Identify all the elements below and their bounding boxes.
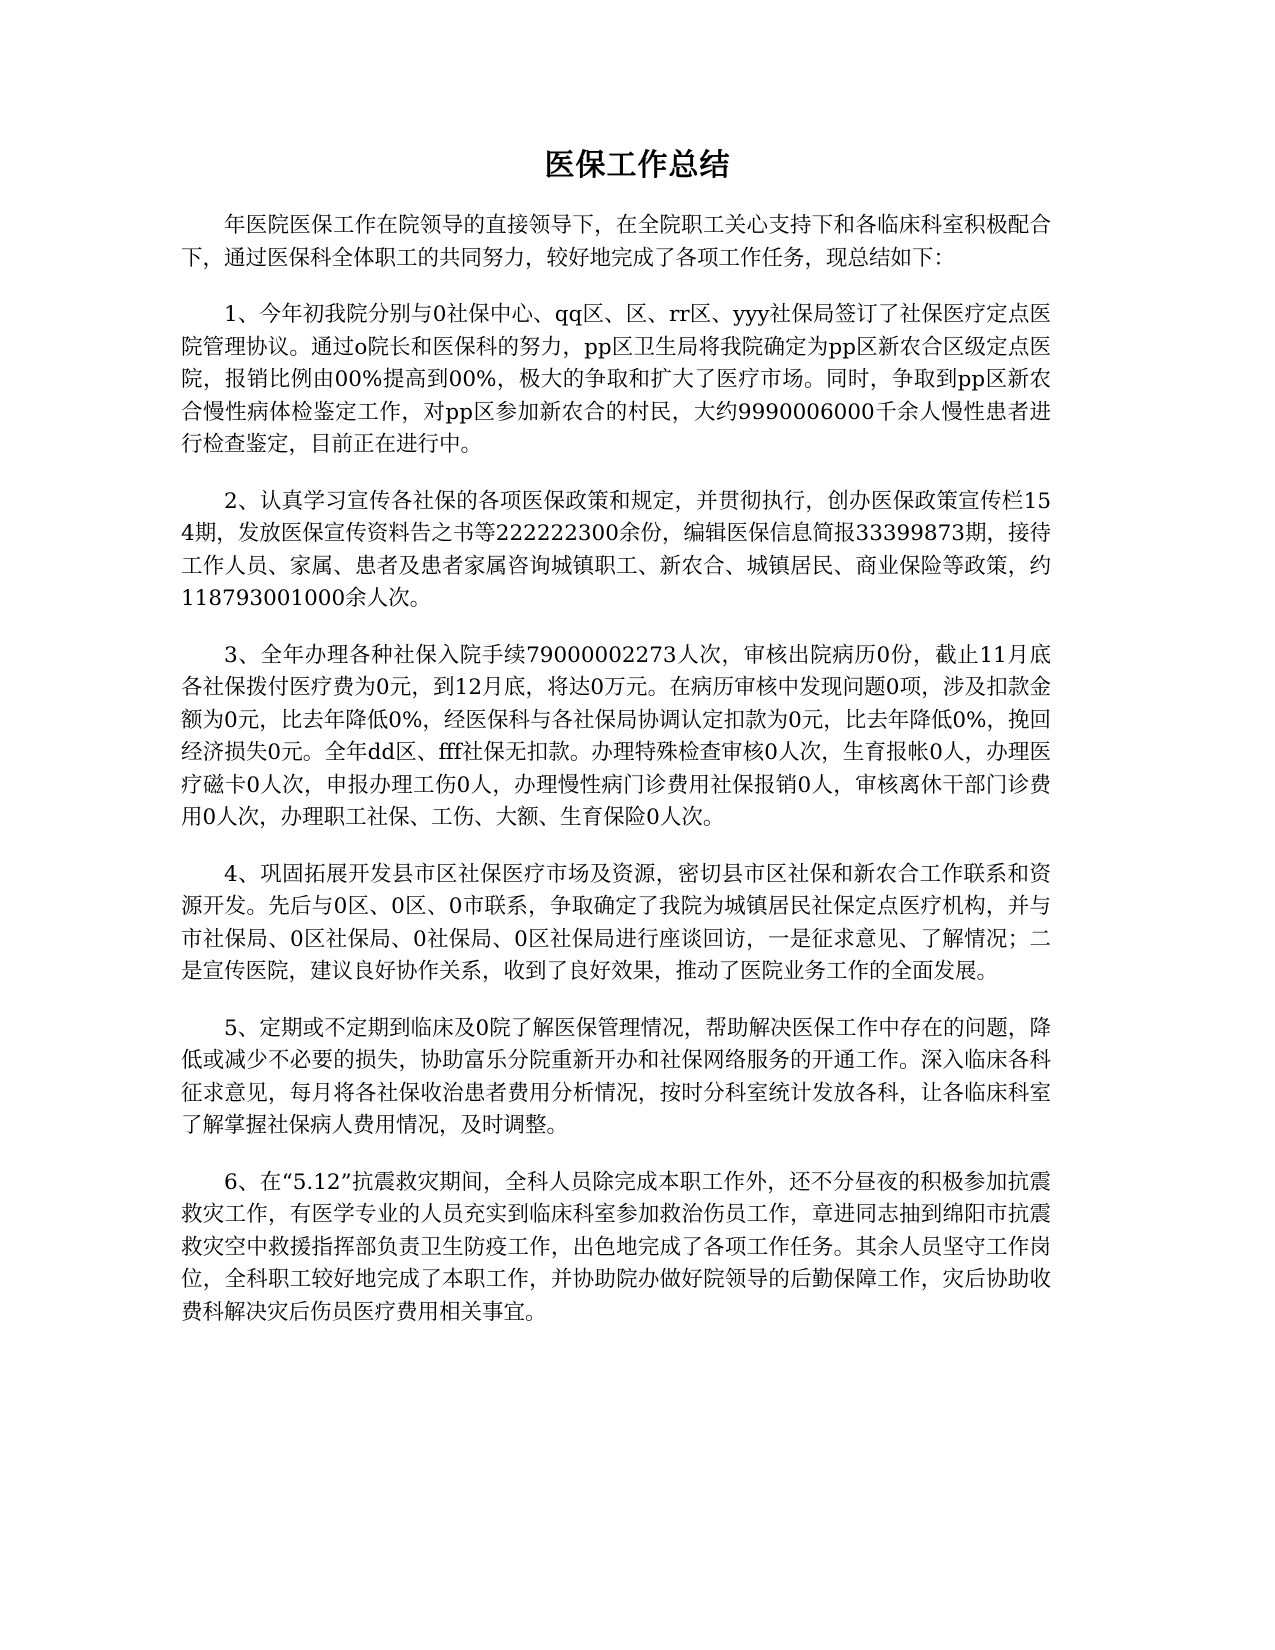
paragraph-item-1: 1、今年初我院分别与0社保中心、qq区、区、rr区、yyy社保局签订了社保医疗定点医院管理协议。通过o院长和医保科的努力，pp区卫生局将我院确定为pp区新农合区级定点医院，报销比例由00%提高到00%，极大的争取和扩大了医疗市场。同时，争取到pp区新农合慢性病体检鉴定工作，对pp区参加新农合的村民，大约9990006000千余人慢性患者进行检查鉴定，目前正在进行中。 (181, 302, 1051, 457)
paragraph-item-3: 3、全年办理各种社保入院手续79000002273人次，审核出院病历0份，截止11月底各社保拨付医疗费为0元，到12月底，将达0万元。在病历审核中发现问题0项，涉及扣款金额为0元，比去年降低0%，经医保科与各社保局协调认定扣款为0元，比去年降低0%，挽回经济损失0元。全年dd区、fff社保无扣款。办理特殊检查审核0人次，生育报帐0人，办理医疗磁卡0人次，申报办理工伤0人，办理慢性病门诊费用社保报销0人，审核离休干部门诊费用0人次，办理职工社保、工伤、大额、生育保险0人次。 (181, 642, 1051, 830)
document-body (181, 210, 1051, 1353)
page-title: 医保工作总结 (544, 148, 731, 183)
paragraph-item-2: 2、认真学习宣传各社保的各项医保政策和规定，并贯彻执行，创办医保政策宣传栏154期，发放医保宣传资料告之书等222222300余份，编辑医保信息简报33399873期，接待工作人员、家属、患者及患者家属咨询城镇职工、新农合、城镇居民、商业保险等政策，约118793001000余人次。 (181, 488, 1051, 611)
paragraph-item-5: 5、定期或不定期到临床及0院了解医保管理情况，帮助解决医保工作中存在的问题，降低或减少不必要的损失，协助富乐分院重新开办和社保网络服务的开通工作。深入临床各科征求意见，每月将各社保收治患者费用分析情况，按时分科室统计发放各科，让各临床科室了解掌握社保病人费用情况，及时调整。 (181, 1015, 1051, 1138)
paragraph-item-6: 6、在“5.12”抗震救灾期间，全科人员除完成本职工作外，还不分昼夜的积极参加抗震救灾工作，有医学专业的人员充实到临床科室参加救治伤员工作，章进同志抽到绵阳市抗震救灾空中救援指挥部负责卫生防疫工作，出色地完成了各项工作任务。其余人员坚守工作岗位，全科职工较好地完成了本职工作，并协助院办做好院领导的后勤保障工作，灾后协助收费科解决灾后伤员医疗费用相关事宜。 (181, 1169, 1051, 1325)
intro-paragraph: 年医院医保工作在院领导的直接领导下，在全院职工关心支持下和各临床科室积极配合下，通过医保科全体职工的共同努力，较好地完成了各项工作任务，现总结如下： (181, 213, 1051, 271)
paragraph-item-4: 4、巩固拓展开发县市区社保医疗市场及资源，密切县市区社保和新农合工作联系和资源开发。先后与0区、0区、0市联系，争取确定了我院为城镇居民社保定点医疗机构，并与市社保局、0区社保局、0社保局、0区社保局进行座谈回访，一是征求意见、了解情况；二是宣传医院，建议良好协作关系，收到了良好效果，推动了医院业务工作的全面发展。 (181, 861, 1051, 984)
